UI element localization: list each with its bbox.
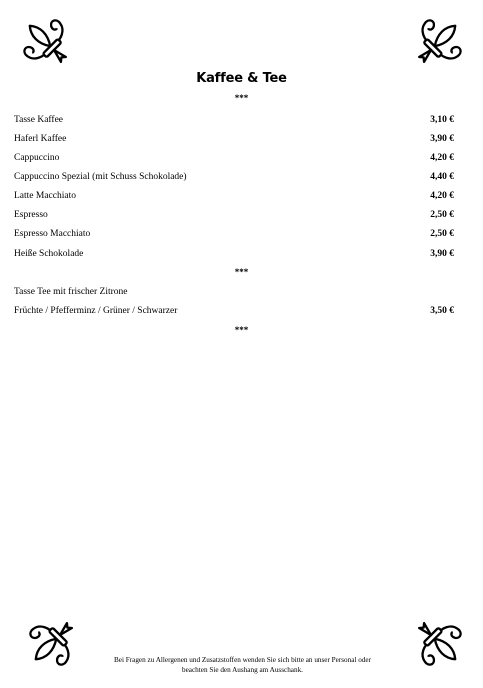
fleur-de-lis-icon (409, 613, 467, 671)
menu-item-price: 4,40 € (430, 172, 454, 182)
fleur-de-lis-icon (18, 14, 76, 72)
menu-item-name: Tasse Kaffee (14, 115, 64, 125)
menu-item-name: Espresso Macchiato (14, 229, 91, 239)
tea-heading-row (14, 285, 454, 299)
tea-heading: Tasse Tee mit frischer Zitrone (14, 287, 128, 297)
menu-item-price: 3,10 € (430, 115, 454, 125)
menu-item-name: Heiße Schokolade (14, 249, 84, 259)
menu-item (14, 170, 454, 184)
menu-item-price: 3,90 € (430, 134, 454, 144)
menu-item-name: Früchte / Pfefferminz / Grüner / Schwarzer (14, 306, 178, 316)
allergen-note-line: beachten Sie den Aushang am Ausschank. (182, 666, 303, 674)
separator: *** (234, 267, 249, 277)
menu-item-price: 3,50 € (430, 306, 454, 316)
menu-item (14, 247, 454, 261)
page-title: Kaffee & Tee (196, 71, 287, 86)
separator: *** (234, 93, 249, 103)
menu-item (14, 208, 454, 222)
menu-item (14, 227, 454, 241)
fleur-de-lis-icon (409, 14, 467, 72)
menu-item-name: Latte Macchiato (14, 191, 76, 201)
separator: *** (234, 325, 249, 335)
menu-item (14, 151, 454, 165)
menu-item-price: 2,50 € (430, 229, 454, 239)
menu-item-price: 4,20 € (430, 153, 454, 163)
allergen-note-line: Bei Fragen zu Allergenen und Zusatzstoffen wenden Sie sich bitte an unser Personal oder (113, 656, 372, 664)
menu-item (14, 113, 454, 127)
menu-item-name: Espresso (14, 210, 48, 220)
menu-item (14, 189, 454, 203)
menu-item-price: 4,20 € (430, 191, 454, 201)
menu-item-name: Haferl Kaffee (14, 134, 67, 144)
menu-item (14, 304, 454, 318)
allergen-note (70, 655, 415, 675)
menu-item-price: 3,90 € (430, 249, 454, 259)
menu-item-price: 2,50 € (430, 210, 454, 220)
menu-item-name: Cappuccino (14, 153, 60, 163)
menu-item (14, 132, 454, 146)
menu-item-name: Cappuccino Spezial (mit Schuss Schokolade) (14, 172, 187, 182)
